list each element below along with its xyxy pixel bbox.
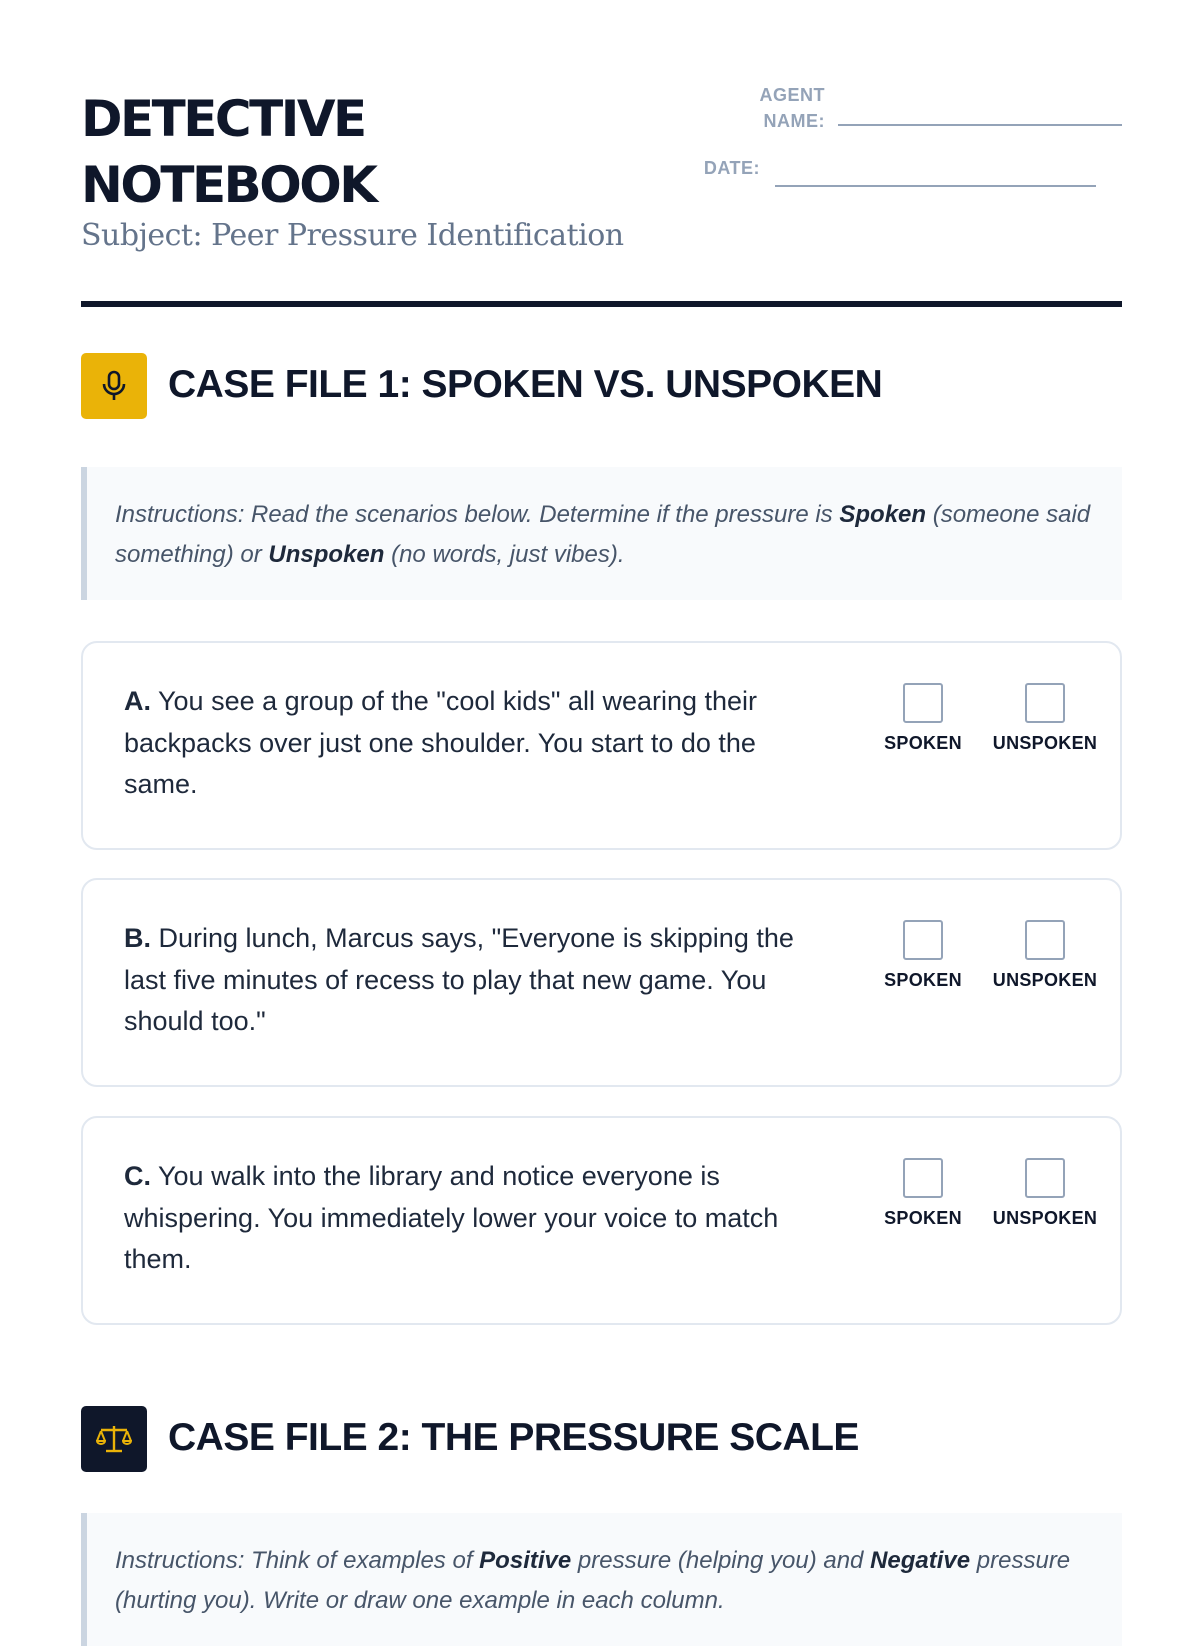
spoken-label: SPOKEN [884, 1208, 962, 1228]
unspoken-label: UNSPOKEN [992, 733, 1098, 753]
spoken-label: SPOKEN [884, 970, 962, 990]
instructions-text: pressure (hurting you). Write or draw one example in each column. [115, 1547, 1071, 1614]
agent-label-line-2: NAME: [763, 111, 825, 131]
instructions-text: (no words, just vibes). [384, 541, 625, 568]
scenario-letter: B. [124, 923, 151, 953]
microphone-icon [81, 353, 147, 419]
case-file-2-heading [81, 1406, 1121, 1472]
page-title [81, 86, 1121, 218]
unspoken-checkbox[interactable] [1025, 920, 1065, 960]
title-line-1: DETECTIVE [81, 90, 365, 148]
instructions-emphasis-positive: Positive [479, 1547, 572, 1574]
instructions-text: (someone said something) or [115, 501, 1091, 568]
scenario-text [124, 918, 814, 1043]
agent-name-field[interactable] [838, 124, 1122, 126]
worksheet-header [81, 86, 1121, 306]
scenario-text [124, 681, 814, 806]
title-line-2: NOTEBOOK [81, 156, 376, 214]
scale-icon [81, 1406, 147, 1472]
case-file-2-title: CASE FILE 2: THE PRESSURE SCALE [168, 1416, 859, 1459]
option-spoken[interactable] [863, 920, 983, 991]
option-spoken[interactable] [863, 1158, 983, 1229]
case-file-1-instructions [81, 467, 1122, 600]
unspoken-label: UNSPOKEN [992, 1208, 1098, 1228]
unspoken-checkbox[interactable] [1025, 1158, 1065, 1198]
unspoken-checkbox[interactable] [1025, 683, 1065, 723]
case-file-1-heading [81, 353, 1121, 419]
agent-name-label [657, 82, 825, 134]
scenario-description: You see a group of the "cool kids" all wearing their backpacks over just one shoulder. You start to do the same. [124, 686, 758, 799]
option-spoken[interactable] [863, 683, 983, 754]
case-file-1-title: CASE FILE 1: SPOKEN VS. UNSPOKEN [168, 363, 883, 406]
option-unspoken[interactable] [985, 1158, 1105, 1229]
case-file-2-instructions [81, 1513, 1122, 1646]
instructions-emphasis-unspoken: Unspoken [268, 541, 385, 568]
page-subtitle: Subject: Peer Pressure Identification [81, 218, 624, 253]
spoken-checkbox[interactable] [903, 683, 943, 723]
spoken-label: SPOKEN [884, 733, 962, 753]
scenario-text [124, 1156, 814, 1281]
instructions-text: pressure (helping you) and [571, 1547, 871, 1574]
scenario-card-b [81, 878, 1122, 1087]
instructions-text: Instructions: Think of examples of [115, 1547, 480, 1574]
date-field[interactable] [775, 185, 1096, 187]
spoken-checkbox[interactable] [903, 1158, 943, 1198]
instructions-emphasis-negative: Negative [870, 1547, 971, 1574]
date-label: DATE: [703, 158, 760, 178]
scenario-letter: A. [124, 686, 151, 716]
unspoken-label: UNSPOKEN [992, 970, 1098, 990]
instructions-text: Instructions: Read the scenarios below. Determine if the pressure is [115, 501, 840, 528]
scenario-letter: C. [124, 1161, 151, 1191]
scenario-card-c [81, 1116, 1122, 1325]
option-unspoken[interactable] [985, 683, 1105, 754]
scenario-card-a [81, 641, 1122, 850]
scenario-description: During lunch, Marcus says, "Everyone is skipping the last five minutes of recess to play that new game. You should too." [124, 923, 794, 1036]
instructions-emphasis-spoken: Spoken [839, 501, 927, 528]
option-unspoken[interactable] [985, 920, 1105, 991]
agent-label-line-1: AGENT [759, 85, 825, 105]
header-divider [81, 301, 1122, 307]
spoken-checkbox[interactable] [903, 920, 943, 960]
scenario-description: You walk into the library and notice everyone is whispering. You immediately lower your voice to match them. [124, 1161, 779, 1274]
